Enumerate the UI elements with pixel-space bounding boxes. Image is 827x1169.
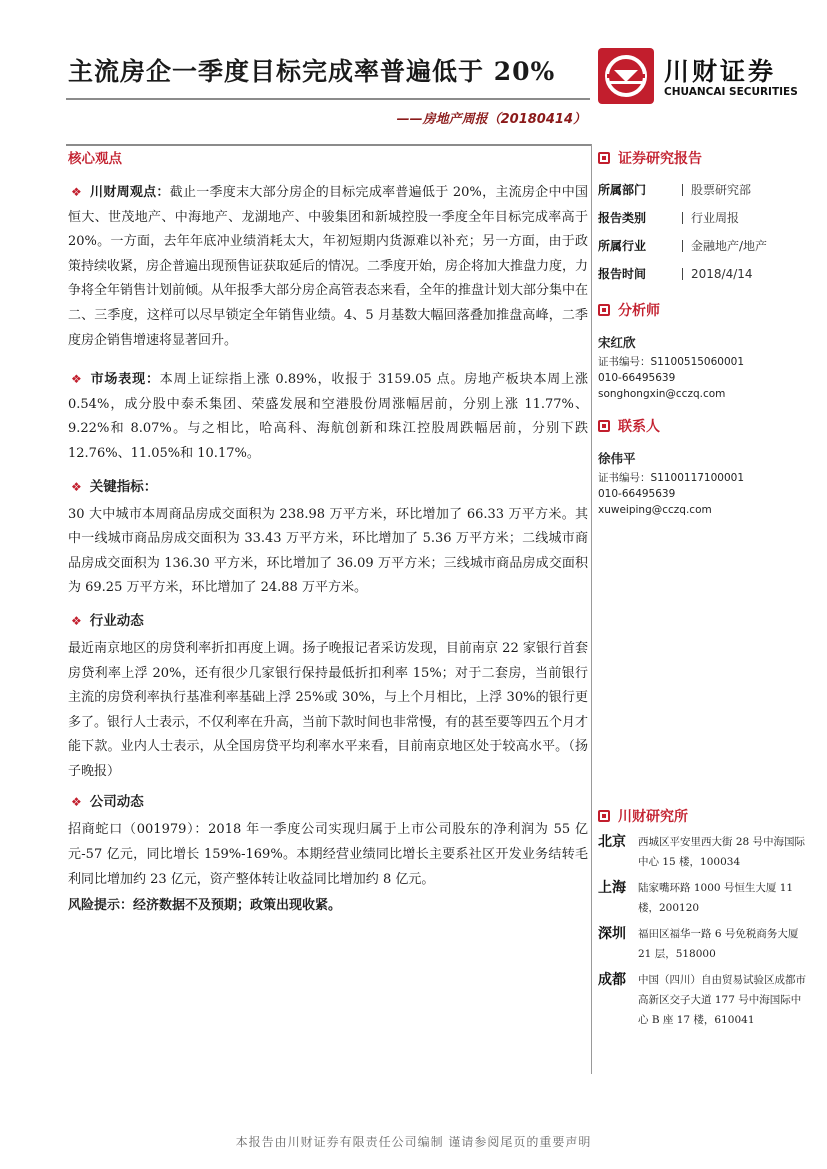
weekly-view-text: 截止一季度末大部分房企的目标完成率普遍低于 20%，主流房企中中国恒大、世茂地产、中海地产、龙湖地产、中骏集团和新城控股一季度全年目标完成率高于 20%。一方面，去年年底冲业绩消耗太大，年初短期内货源难以补充；另一方面，由于政策持续收紧，房企普遍出现预售证获取延后的情况。二季度开始，房企将加大推盘力度，力争将全年销售计划前倾。从年报季大部分房企高管表态来看，全年的推盘计划大部分集中在二、三季度，这样可以尽早锁定全年销售业绩。4、5 月基数大幅回落叠加推盘高峰，二季度房企销售增速将显著回升。 bbox=[68, 185, 589, 348]
contact-email[interactable]: xuweiping@cczq.com bbox=[598, 504, 712, 516]
meta-row bbox=[598, 176, 808, 204]
office-item bbox=[598, 924, 808, 964]
diamond-bullet-icon: ❖ bbox=[71, 795, 82, 810]
institute-heading bbox=[598, 804, 688, 830]
office-item bbox=[598, 970, 808, 1030]
key-indicators-heading bbox=[68, 475, 588, 499]
core-view-heading: 核心观点 bbox=[68, 151, 122, 167]
sidebar bbox=[598, 146, 808, 1026]
meta-value: 2018/4/14 bbox=[682, 268, 753, 280]
weekly-view-paragraph bbox=[68, 180, 588, 353]
brand-logo bbox=[598, 48, 798, 104]
square-bullet-icon bbox=[598, 810, 610, 822]
industry-news-lead: 行业动态 bbox=[89, 612, 144, 629]
square-bullet-icon bbox=[598, 152, 610, 164]
report-heading bbox=[598, 146, 808, 172]
office-address: 中国（四川）自由贸易试验区成都市高新区交子大道 177 号中海国际中心 B 座 17 楼，610041 bbox=[638, 974, 806, 1026]
title-divider bbox=[66, 98, 590, 100]
page-title: 主流房企一季度目标完成率普遍低于 20% bbox=[68, 57, 556, 86]
company-news-lead: 公司动态 bbox=[89, 794, 144, 811]
company-news-heading bbox=[68, 790, 588, 814]
analyst-card bbox=[598, 332, 808, 402]
analyst-cert: 证书编号：S1100515060001 bbox=[598, 356, 745, 368]
diamond-bullet-icon: ❖ bbox=[71, 479, 82, 494]
weekly-view-lead: 川财周观点： bbox=[90, 185, 170, 200]
company-news-text: 招商蛇口（001979）：2018 年一季度公司实现归属于上市公司股东的净利润为 55 亿元-57 亿元，同比增长 159%-169%。本期经营业绩同比增长主要系社区开发业务结转毛利同比增加约 23 亿元，资产整体转让收益同比增加约 8 亿元。 bbox=[68, 822, 588, 887]
square-bullet-icon bbox=[598, 304, 610, 316]
industry-news-text: 最近南京地区的房贷利率折扣再度上调。扬子晚报记者采访发现，目前南京 22 家银行首套房贷利率上浮 20%，还有很少几家银行保持最低折扣利率 15%；对于二套房，当前银行主流的房贷利率执行基准利率基础上浮 25%或 30%，与上个月相比，上浮 30%的银行更多了。银行人士表示，不仅利率在升高，当前下款时间也非常慢，有的甚至要等四五个月才能下款。业内人士表示，从全国房贷平均利率水平来看，目前南京地区处于较高水平。（扬子晚报） bbox=[68, 640, 589, 779]
meta-key: 所属行业 bbox=[598, 239, 647, 253]
analyst-heading-text: 分析师 bbox=[618, 303, 660, 319]
logo-chinese-name: 川财证券 bbox=[664, 57, 777, 86]
office-city: 深圳 bbox=[598, 926, 626, 942]
contact-name: 徐伟平 bbox=[598, 451, 636, 466]
content-divider bbox=[66, 144, 592, 146]
key-indicators-text: 30 大中城市本周商品房成交面积为 238.98 万平方米，环比增加了 66.33 万平方米。其中一线城市商品房成交面积为 33.43 万平方米，环比增加了 5.36 万平方米；二线城市商品房成交面积为 136.30 平方米，环比增加了 36.09 万平方米；三线城市商品房成交面积为 69.25 万平方米，环比增加了 24.88 万平方米。 bbox=[68, 506, 588, 596]
office-address: 福田区福华一路 6 号免税商务大厦 21 层，518000 bbox=[638, 928, 799, 960]
logo-english-name: CHUANCAI SECURITIES bbox=[664, 86, 798, 98]
office-address: 西城区平安里西大街 28 号中海国际中心 15 楼，100034 bbox=[638, 836, 806, 868]
risk-warning: 风险提示：经济数据不及预期；政策出现收紧。 bbox=[68, 898, 342, 914]
market-text: 本周上证综指上涨 0.89%，收报于 3159.05 点。房地产板块本周上涨 0.54%，成分股中泰禾集团、荣盛发展和空港股份周涨幅居前，分别上涨 11.77%、9.22%和 8.07%。与之相比，哈高科、海航创新和珠江控股周跌幅居前，分别下跌 12.76%、11.05%和 10.17%。 bbox=[68, 372, 588, 461]
diamond-bullet-icon: ❖ bbox=[71, 185, 83, 199]
office-item bbox=[598, 832, 808, 872]
analyst-name: 宋红欣 bbox=[598, 335, 636, 350]
market-lead: 市场表现： bbox=[90, 372, 160, 388]
office-city: 北京 bbox=[598, 834, 626, 850]
analyst-email[interactable]: songhongxin@cczq.com bbox=[598, 388, 726, 400]
office-list bbox=[598, 832, 808, 1030]
industry-news-heading bbox=[68, 609, 588, 633]
meta-value: 金融地产/地产 bbox=[682, 240, 767, 252]
report-heading-text: 证券研究报告 bbox=[618, 151, 702, 167]
square-bullet-icon bbox=[598, 420, 610, 432]
office-item bbox=[598, 878, 808, 918]
report-subtitle: ——房地产周报（20180414） bbox=[396, 112, 586, 127]
meta-row bbox=[598, 260, 808, 288]
meta-key: 所属部门 bbox=[598, 183, 647, 197]
office-city: 上海 bbox=[598, 880, 626, 896]
contact-heading-text: 联系人 bbox=[618, 419, 660, 435]
meta-key: 报告时间 bbox=[598, 267, 647, 281]
office-city: 成都 bbox=[598, 972, 626, 988]
logo-mark-icon bbox=[598, 48, 654, 104]
page-footer: 本报告由川财证券有限责任公司编制 谨请参阅尾页的重要声明 bbox=[235, 1135, 592, 1149]
meta-row bbox=[598, 232, 808, 260]
meta-value: 行业周报 bbox=[682, 212, 739, 224]
report-meta bbox=[598, 176, 808, 288]
analyst-heading bbox=[598, 298, 808, 324]
market-paragraph bbox=[68, 367, 588, 466]
core-view-column bbox=[68, 148, 588, 918]
key-indicators-lead: 关键指标： bbox=[89, 478, 158, 495]
meta-row bbox=[598, 204, 808, 232]
contact-phone: 010-66495639 bbox=[598, 488, 676, 500]
office-address: 陆家嘴环路 1000 号恒生大厦 11 楼，200120 bbox=[638, 882, 794, 914]
analyst-phone: 010-66495639 bbox=[598, 372, 676, 384]
meta-value: 股票研究部 bbox=[682, 184, 751, 196]
contact-cert: 证书编号：S1100117100001 bbox=[598, 472, 745, 484]
diamond-bullet-icon: ❖ bbox=[71, 372, 83, 387]
diamond-bullet-icon: ❖ bbox=[71, 613, 82, 628]
contact-card bbox=[598, 448, 808, 518]
meta-key: 报告类别 bbox=[598, 211, 647, 225]
contact-heading bbox=[598, 414, 808, 440]
institute-heading-text: 川财研究所 bbox=[618, 809, 688, 825]
column-divider bbox=[591, 144, 592, 1074]
